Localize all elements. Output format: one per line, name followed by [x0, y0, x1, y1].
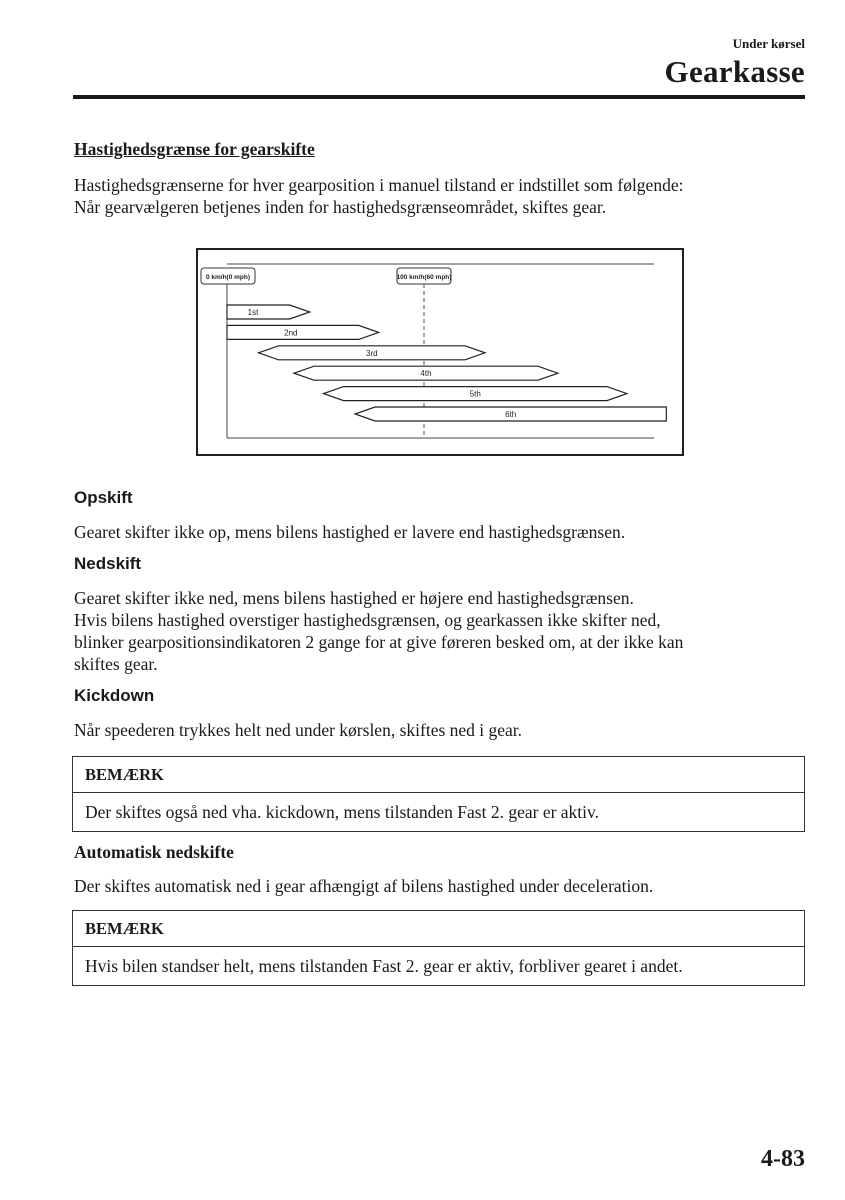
gear-label-2nd: 2nd	[284, 328, 298, 338]
opskift-text: Gearet skifter ikke op, mens bilens hastighed er lavere end hastighedsgrænsen.	[74, 522, 626, 542]
page-number: 4-83	[761, 1146, 805, 1172]
speed-limit-intro-2: Når gearvælgeren betjenes inden for hastighedsgrænseområdet, skiftes gear.	[74, 197, 607, 217]
automatic-downshift-text: Der skiftes automatisk ned i gear afhængigt af bilens hastighed under deceleration.	[74, 876, 654, 896]
gear-label-4th: 4th	[420, 369, 432, 379]
opskift-heading: Opskift	[74, 488, 133, 507]
tick-label-0: 0 km/h(0 mph)	[205, 274, 251, 281]
title-rule	[73, 95, 805, 99]
kickdown-text: Når speederen trykkes helt ned under kørslen, skiftes ned i gear.	[74, 720, 523, 740]
gear-bar-2nd	[227, 325, 379, 339]
gear-bar-1st	[227, 305, 310, 319]
note-box-2	[72, 910, 805, 986]
gear-label-5th: 5th	[469, 389, 481, 399]
gear-label-1st: 1st	[247, 308, 259, 317]
nedskift-text-2: Hvis bilens hastighed overstiger hastighedsgrænsen, og gearkassen ikke skifter ned,	[74, 610, 661, 630]
tick-label-1: 100 km/h(60 mph)	[396, 274, 452, 281]
automatic-downshift-heading: Automatisk nedskifte	[74, 842, 234, 862]
note-title-2: BEMÆRK	[73, 911, 804, 947]
note-title-1: BEMÆRK	[73, 757, 804, 793]
note-text-1: Der skiftes også ned vha. kickdown, mens tilstanden Fast 2. gear er aktiv.	[85, 802, 600, 822]
gear-speed-chart	[196, 248, 684, 456]
nedskift-text-1: Gearet skifter ikke ned, mens bilens hastighed er højere end hastighedsgrænsen.	[74, 588, 634, 608]
gear-label-3rd: 3rd	[366, 348, 378, 358]
nedskift-text-3: blinker gearpositionsindikatoren 2 gange for at give føreren besked om, at der ikke kan	[74, 632, 684, 652]
section-label: Under kørsel	[732, 36, 805, 51]
note-text-2: Hvis bilen standser helt, mens tilstanden Fast 2. gear er aktiv, forbliver gearet i andet.	[85, 956, 683, 976]
page-title: Gearkasse	[664, 54, 805, 89]
nedskift-text-4: skiftes gear.	[74, 654, 158, 674]
speed-limit-heading: Hastighedsgrænse for gearskifte	[74, 139, 315, 159]
speed-limit-intro-1: Hastighedsgrænserne for hver gearposition i manuel tilstand er indstillet som følgende:	[74, 175, 684, 195]
note-box-1	[72, 756, 805, 832]
gear-label-6th: 6th	[505, 410, 517, 419]
kickdown-heading: Kickdown	[74, 686, 155, 705]
nedskift-heading: Nedskift	[74, 554, 142, 573]
